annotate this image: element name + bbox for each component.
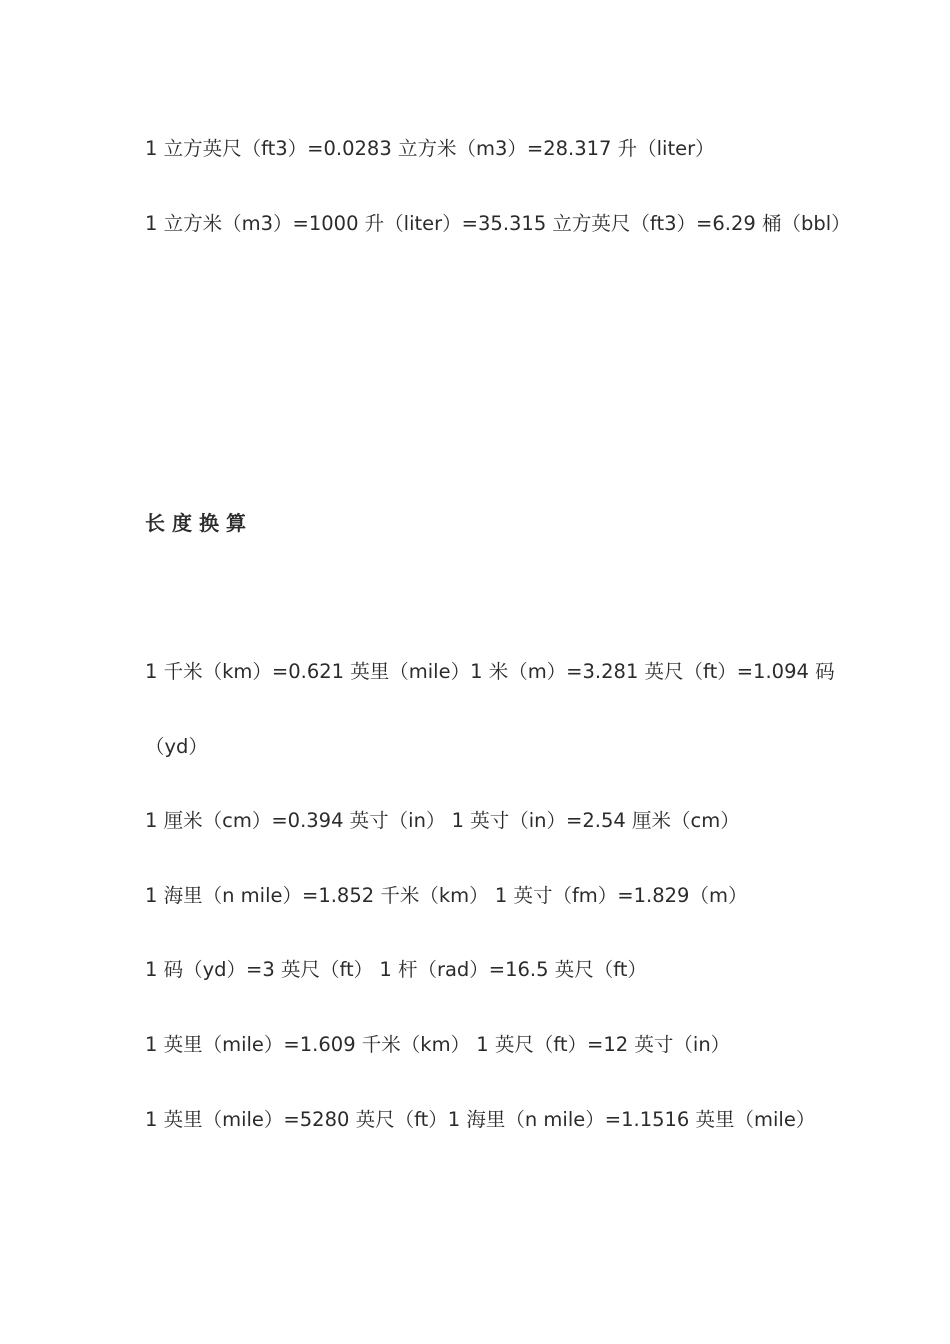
length-line-3: 1 海里（n mile）=1.852 千米（km） 1 英寸（fm）=1.829（m） — [145, 884, 748, 907]
section-heading-length: 长度换算 — [145, 511, 253, 535]
length-line-1: 1 千米（km）=0.621 英里（mile）1 米（m）=3.281 英尺（ft）=1.094 码 — [145, 660, 835, 683]
volume-line-1: 1 立方英尺（ft3）=0.0283 立方米（m3）=28.317 升（liter） — [145, 137, 715, 160]
volume-line-2: 1 立方米（m3）=1000 升（liter）=35.315 立方英尺（ft3）=6.29 桶（bbl） — [145, 212, 851, 235]
length-line-5: 1 英里（mile）=1.609 千米（km） 1 英尺（ft）=12 英寸（in） — [145, 1033, 731, 1056]
length-line-6: 1 英里（mile）=5280 英尺（ft）1 海里（n mile）=1.1516 英里（mile） — [145, 1108, 816, 1131]
length-line-4: 1 码（yd）=3 英尺（ft） 1 杆（rad）=16.5 英尺（ft） — [145, 958, 647, 981]
length-line-2: 1 厘米（cm）=0.394 英寸（in） 1 英寸（in）=2.54 厘米（cm） — [145, 809, 740, 832]
length-line-1-continued: （yd） — [145, 735, 208, 758]
